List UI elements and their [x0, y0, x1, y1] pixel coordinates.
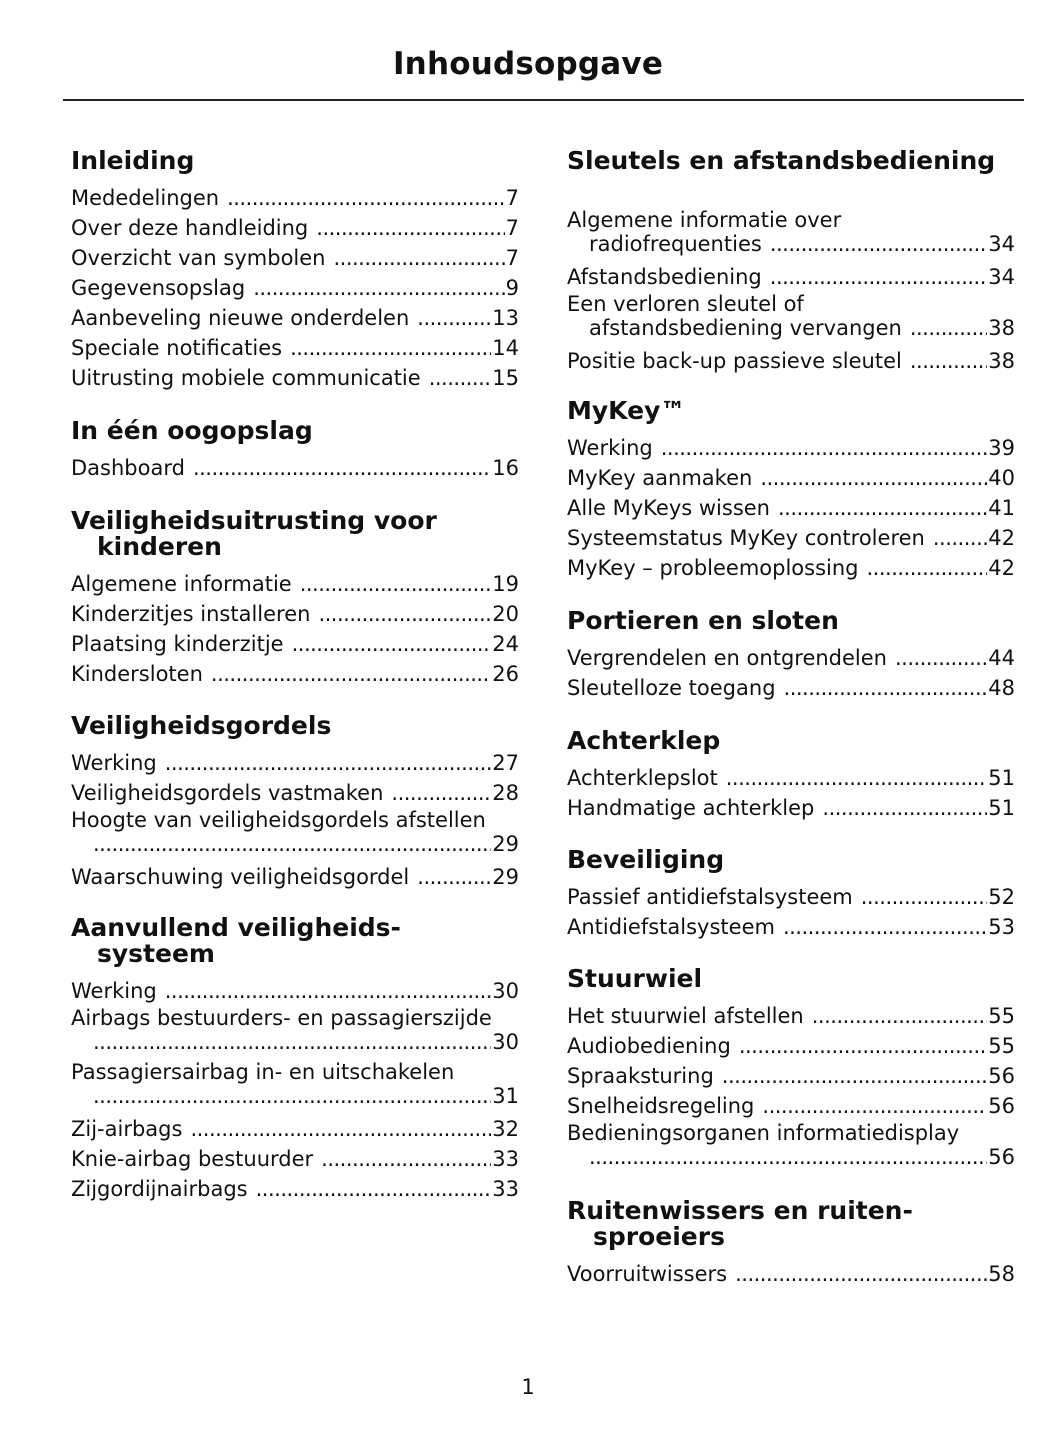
entry-title: Spraaksturing: [567, 1064, 714, 1088]
entry-title: Over deze handleiding: [71, 216, 309, 240]
dot-leader: [290, 333, 491, 363]
dot-leader: [227, 183, 505, 213]
toc-section-stuurwiel: [567, 966, 1015, 1175]
entry-page: 30: [492, 979, 519, 1003]
entry-page: 34: [988, 232, 1015, 256]
toc-section-inleiding: [71, 148, 519, 393]
dot-leader: [165, 976, 492, 1006]
toc-entry[interactable]: [567, 523, 1015, 553]
toc-section-gordels: [71, 713, 519, 892]
toc-entry[interactable]: [567, 493, 1015, 523]
section-heading: MyKey™: [567, 396, 686, 425]
entry-page: 56: [988, 1145, 1015, 1169]
entry-title: Bedieningsorganen informatiedisplay: [567, 1121, 960, 1145]
entry-page: 30: [492, 1030, 519, 1054]
entry-page: 26: [492, 662, 519, 686]
entry-title: Dashboard: [71, 456, 185, 480]
entry-title: Algemene informatie: [71, 572, 292, 596]
entry-page: 33: [492, 1147, 519, 1171]
toc-entry[interactable]: [71, 1114, 519, 1144]
dot-leader: [333, 243, 504, 273]
entry-title: Kindersloten: [71, 662, 203, 686]
toc-entry[interactable]: [71, 363, 519, 393]
entry-page: 29: [492, 832, 519, 856]
toc-entry[interactable]: [71, 303, 519, 333]
entry-page: 58: [988, 1262, 1015, 1286]
section-heading: Ruitenwissers en ruiten- sproeiers: [567, 1196, 913, 1251]
toc-entry[interactable]: [71, 569, 519, 599]
entry-page: 31: [492, 1084, 519, 1108]
toc-entry[interactable]: [71, 273, 519, 303]
dot-leader: [735, 1259, 987, 1289]
toc-entry[interactable]: [71, 778, 519, 808]
entry-title: Hoogte van veiligheidsgordels afstellen: [71, 808, 486, 832]
entry-page: 38: [988, 316, 1015, 340]
entry-page: 38: [988, 349, 1015, 373]
entry-title: Passief antidiefstalsysteem: [567, 885, 853, 909]
toc-entry[interactable]: [71, 243, 519, 273]
entry-page: 29: [492, 865, 519, 889]
entry-title: Vergrendelen en ontgrendelen: [567, 646, 887, 670]
entry-title: Sleutelloze toegang: [567, 676, 776, 700]
entry-title: Handmatige achterklep: [567, 796, 815, 820]
entry-title: Audiobediening: [567, 1034, 731, 1058]
dot-leader: [292, 629, 492, 659]
entry-page: 34: [988, 265, 1015, 289]
entry-page: 32: [492, 1117, 519, 1141]
entry-page: 51: [988, 796, 1015, 820]
section-heading: Sleutels en afstandsbediening: [567, 146, 996, 175]
entry-title: Werking: [71, 751, 157, 775]
section-heading: Aanvullend veiligheids- systeem: [71, 913, 401, 968]
toc-entry[interactable]: [567, 643, 1015, 673]
dot-leader: [770, 232, 987, 256]
dot-leader: [867, 553, 988, 583]
entry-title: Knie-airbag bestuurder: [71, 1147, 314, 1171]
entry-page: 24: [492, 632, 519, 656]
toc-entry[interactable]: [71, 1006, 519, 1054]
entry-title: Airbags bestuurders- en passagierszijde: [71, 1006, 492, 1030]
entry-page: 48: [988, 676, 1015, 700]
toc-section-ruitenwissers: [567, 1198, 1015, 1289]
entry-page: 56: [988, 1094, 1015, 1118]
dot-leader: [933, 523, 987, 553]
toc-entry[interactable]: [71, 599, 519, 629]
entry-page: 14: [492, 336, 519, 360]
section-heading: Veiligheidsgordels: [71, 711, 332, 740]
dot-leader: [316, 213, 504, 243]
entry-title: Passagiersairbag in- en uitschakelen: [71, 1060, 455, 1084]
dot-leader: [822, 793, 987, 823]
entry-page: 44: [988, 646, 1015, 670]
toc-entry[interactable]: [567, 1091, 1015, 1121]
entry-title: Plaatsing kinderzitje: [71, 632, 284, 656]
toc-section-airbags: [71, 915, 519, 1204]
entry-page: 55: [988, 1004, 1015, 1028]
dot-leader: [661, 433, 988, 463]
toc-entry[interactable]: [71, 976, 519, 1006]
dot-leader: [910, 316, 987, 340]
entry-title: Werking: [567, 436, 653, 460]
entry-page: 19: [492, 572, 519, 596]
toc-entry[interactable]: [567, 882, 1015, 912]
entry-title: Algemene informatie over: [567, 208, 842, 232]
toc-entry[interactable]: [567, 1121, 1015, 1169]
toc-entry[interactable]: [567, 793, 1015, 823]
entry-page: 40: [988, 466, 1015, 490]
dot-leader: [784, 673, 988, 703]
entry-title: MyKey aanmaken: [567, 466, 753, 490]
entry-title: Veiligheidsgordels vastmaken: [71, 781, 384, 805]
section-heading: Inleiding: [71, 146, 195, 175]
entry-page: 16: [492, 456, 519, 480]
dot-leader: [256, 1174, 492, 1204]
dot-leader: [726, 763, 988, 793]
entry-page: 56: [988, 1064, 1015, 1088]
toc-section-sleutels: [567, 148, 1015, 376]
dot-leader: [211, 659, 491, 689]
dot-leader: [391, 778, 491, 808]
toc-entry[interactable]: [71, 1060, 519, 1108]
toc-entry[interactable]: [71, 629, 519, 659]
entry-title: Snelheidsregeling: [567, 1094, 755, 1118]
dot-leader: [910, 346, 987, 376]
dot-leader: [165, 748, 492, 778]
entry-page: 42: [988, 526, 1015, 550]
toc-entry[interactable]: [71, 213, 519, 243]
entry-title-continued: afstandsbediening vervangen: [589, 316, 902, 340]
dot-leader: [93, 832, 491, 856]
entry-title: Werking: [71, 979, 157, 1003]
dot-leader: [93, 1084, 491, 1108]
entry-title: Aanbeveling nieuwe onderdelen: [71, 306, 410, 330]
entry-title: Afstandsbediening: [567, 265, 762, 289]
entry-title: Zij-airbags: [71, 1117, 183, 1141]
dot-leader: [190, 1114, 491, 1144]
dot-leader: [318, 599, 491, 629]
toc-entry[interactable]: [567, 1031, 1015, 1061]
toc-section-kinderen: [71, 508, 519, 689]
toc-entry[interactable]: [71, 1144, 519, 1174]
dot-leader: [783, 912, 987, 942]
section-heading: Achterklep: [567, 726, 721, 755]
title-divider: [63, 99, 1024, 101]
toc-entry[interactable]: [567, 1061, 1015, 1091]
entry-page: 15: [492, 366, 519, 390]
dot-leader: [321, 1144, 491, 1174]
entry-title: Achterklepslot: [567, 766, 718, 790]
dot-leader: [417, 862, 491, 892]
entry-title: MyKey – probleemoplossing: [567, 556, 859, 580]
dot-leader: [417, 303, 491, 333]
dot-leader: [589, 1145, 987, 1169]
dot-leader: [93, 1030, 491, 1054]
entry-page: 7: [505, 216, 519, 240]
page-number: 1: [521, 1375, 535, 1399]
toc-section-oogopslag: [71, 418, 519, 483]
dot-leader: [778, 493, 987, 523]
entry-title: Systeemstatus MyKey controleren: [567, 526, 925, 550]
entry-title: Mededelingen: [71, 186, 220, 210]
section-heading: Beveiliging: [567, 845, 725, 874]
toc-section-mykey: [567, 398, 1015, 583]
entry-title: Alle MyKeys wissen: [567, 496, 770, 520]
entry-title: Gegevensopslag: [71, 276, 246, 300]
section-heading: In één oogopslag: [71, 416, 313, 445]
toc-entry[interactable]: [71, 1174, 519, 1204]
entry-page: 7: [505, 186, 519, 210]
entry-page: 20: [492, 602, 519, 626]
dot-leader: [722, 1061, 987, 1091]
dot-leader: [762, 1091, 987, 1121]
entry-title: Kinderzitjes installeren: [71, 602, 311, 626]
entry-title: Voorruitwissers: [567, 1262, 728, 1286]
toc-entry[interactable]: [71, 333, 519, 363]
toc-entry[interactable]: [567, 208, 1015, 256]
entry-page: 9: [505, 276, 519, 300]
toc-entry[interactable]: [71, 183, 519, 213]
entry-title: Het stuurwiel afstellen: [567, 1004, 804, 1028]
entry-title: Zijgordijnairbags: [71, 1177, 248, 1201]
entry-page: 53: [988, 915, 1015, 939]
entry-page: 27: [492, 751, 519, 775]
entry-title: Speciale notificaties: [71, 336, 283, 360]
entry-title: Positie back-up passieve sleutel: [567, 349, 902, 373]
dot-leader: [895, 643, 987, 673]
toc-entry[interactable]: [71, 453, 519, 483]
toc-entry[interactable]: [71, 808, 519, 856]
entry-title: Waarschuwing veiligheidsgordel: [71, 865, 410, 889]
toc-section-beveiliging: [567, 847, 1015, 942]
toc-entry[interactable]: [567, 763, 1015, 793]
section-heading: Stuurwiel: [567, 964, 703, 993]
section-heading: Veiligheidsuitrusting voor kinderen: [71, 506, 437, 561]
toc-entry[interactable]: [567, 433, 1015, 463]
toc-entry[interactable]: [567, 262, 1015, 292]
toc-entry[interactable]: [567, 553, 1015, 583]
toc-entry[interactable]: [567, 292, 1015, 340]
entry-title: Overzicht van symbolen: [71, 246, 326, 270]
entry-page: 41: [988, 496, 1015, 520]
entry-title: Antidiefstalsysteem: [567, 915, 775, 939]
toc-entry[interactable]: [567, 673, 1015, 703]
dot-leader: [861, 882, 988, 912]
entry-page: 52: [988, 885, 1015, 909]
entry-page: 51: [988, 766, 1015, 790]
toc-section-portieren: [567, 608, 1015, 703]
toc-entry[interactable]: [71, 659, 519, 689]
toc-entry[interactable]: [567, 463, 1015, 493]
entry-page: 7: [505, 246, 519, 270]
entry-page: 55: [988, 1034, 1015, 1058]
toc-entry[interactable]: [567, 1259, 1015, 1289]
entry-title: Een verloren sleutel of: [567, 292, 804, 316]
entry-page: 28: [492, 781, 519, 805]
entry-page: 13: [492, 306, 519, 330]
entry-page: 33: [492, 1177, 519, 1201]
dot-leader: [739, 1031, 987, 1061]
toc-entry[interactable]: [71, 748, 519, 778]
entry-title: Uitrusting mobiele communicatie: [71, 366, 421, 390]
toc-entry[interactable]: [71, 862, 519, 892]
dot-leader: [253, 273, 504, 303]
toc-entry[interactable]: [567, 1001, 1015, 1031]
section-heading: Portieren en sloten: [567, 606, 839, 635]
dot-leader: [193, 453, 491, 483]
toc-entry[interactable]: [567, 346, 1015, 376]
dot-leader: [760, 463, 987, 493]
page-title: Inhoudsopgave: [392, 46, 664, 82]
dot-leader: [429, 363, 492, 393]
entry-page: 39: [988, 436, 1015, 460]
dot-leader: [300, 569, 492, 599]
dot-leader: [770, 262, 988, 292]
toc-entry[interactable]: [567, 912, 1015, 942]
dot-leader: [812, 1001, 988, 1031]
entry-page: 42: [988, 556, 1015, 580]
entry-title-continued: radiofrequenties: [589, 232, 762, 256]
toc-section-achterklep: [567, 728, 1015, 823]
